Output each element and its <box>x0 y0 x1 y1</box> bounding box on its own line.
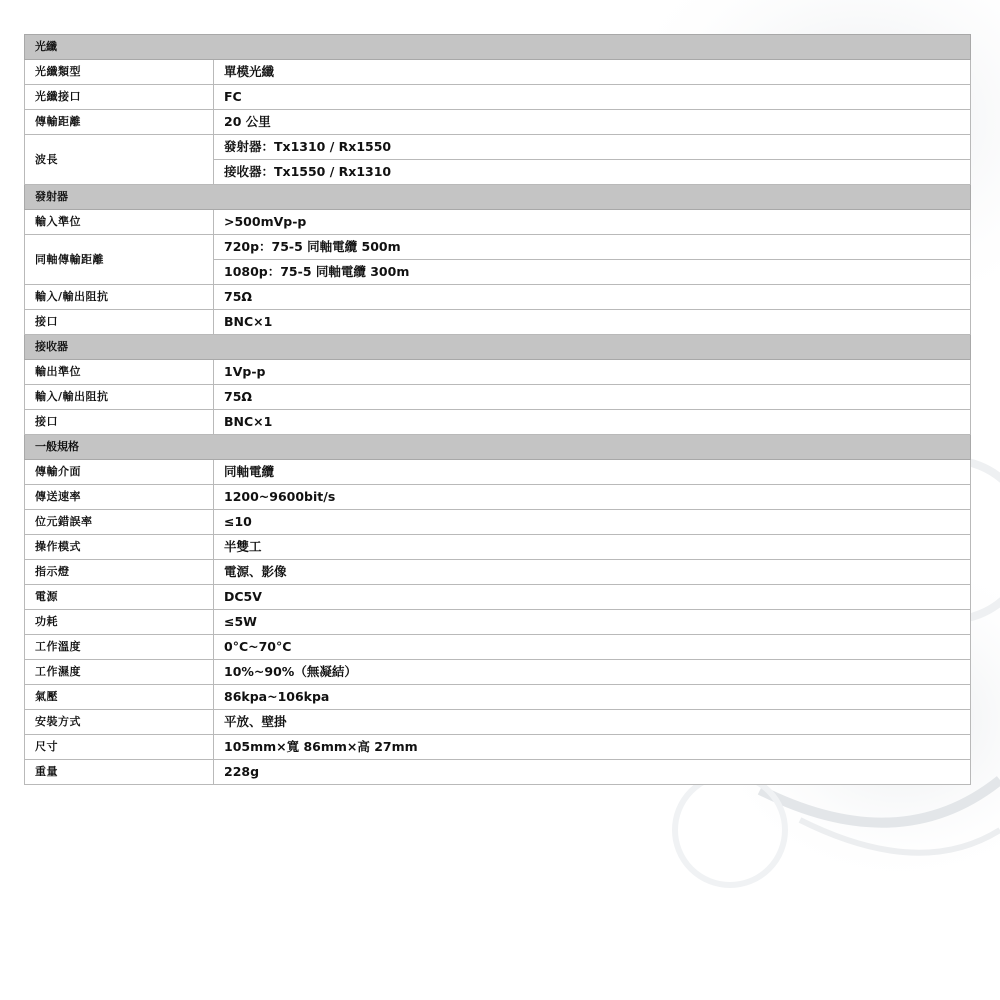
spec-label: 傳送速率 <box>25 485 214 510</box>
section-header-row <box>25 185 971 210</box>
spec-label: 接口 <box>25 410 214 435</box>
spec-value: 1Vp-p <box>214 360 971 385</box>
spec-label: 光纖類型 <box>25 60 214 85</box>
spec-label: 位元錯誤率 <box>25 510 214 535</box>
spec-row <box>25 85 971 110</box>
spec-label: 輸入準位 <box>25 210 214 235</box>
spec-label: 輸出準位 <box>25 360 214 385</box>
spec-value: 105mm×寬 86mm×高 27mm <box>214 735 971 760</box>
spec-value: 平放、壁掛 <box>214 710 971 735</box>
spec-label: 尺寸 <box>25 735 214 760</box>
spec-row <box>25 60 971 85</box>
spec-label: 工作濕度 <box>25 660 214 685</box>
section-title: 接收器 <box>25 335 971 360</box>
section-title: 發射器 <box>25 185 971 210</box>
spec-row <box>25 685 971 710</box>
spec-row <box>25 735 971 760</box>
spec-row <box>25 360 971 385</box>
spec-label: 光纖接口 <box>25 85 214 110</box>
spec-row <box>25 410 971 435</box>
spec-value: 電源、影像 <box>214 560 971 585</box>
spec-value: 接收器：Tx1550 / Rx1310 <box>214 160 971 185</box>
spec-row <box>25 710 971 735</box>
spec-row <box>25 285 971 310</box>
spec-row <box>25 535 971 560</box>
section-header-row <box>25 335 971 360</box>
spec-value: 單模光纖 <box>214 60 971 85</box>
spec-row <box>25 635 971 660</box>
spec-label: 輸入/輸出阻抗 <box>25 285 214 310</box>
spec-row <box>25 460 971 485</box>
spec-value: 0°C~70°C <box>214 635 971 660</box>
section-title: 一般規格 <box>25 435 971 460</box>
spec-label: 同軸傳輸距離 <box>25 235 214 285</box>
spec-value: 20 公里 <box>214 110 971 135</box>
spec-label: 操作模式 <box>25 535 214 560</box>
spec-table-container <box>24 34 970 785</box>
spec-value: 同軸電纜 <box>214 460 971 485</box>
spec-value: 86kpa~106kpa <box>214 685 971 710</box>
spec-row <box>25 760 971 785</box>
spec-label: 接口 <box>25 310 214 335</box>
spec-label: 安裝方式 <box>25 710 214 735</box>
spec-label: 傳輸介面 <box>25 460 214 485</box>
spec-value: 75Ω <box>214 285 971 310</box>
spec-label: 傳輸距離 <box>25 110 214 135</box>
spec-label: 氣壓 <box>25 685 214 710</box>
spec-label: 波長 <box>25 135 214 185</box>
spec-row <box>25 110 971 135</box>
section-header-row <box>25 435 971 460</box>
spec-value: 720p：75-5 同軸電纜 500m <box>214 235 971 260</box>
spec-value: 1200~9600bit/s <box>214 485 971 510</box>
spec-row <box>25 485 971 510</box>
spec-value: 1080p：75-5 同軸電纜 300m <box>214 260 971 285</box>
spec-row <box>25 310 971 335</box>
spec-row <box>25 210 971 235</box>
spec-table <box>24 34 971 785</box>
spec-table-body <box>25 35 971 785</box>
spec-label: 輸入/輸出阻抗 <box>25 385 214 410</box>
spec-value: 發射器：Tx1310 / Rx1550 <box>214 135 971 160</box>
spec-value: ≤10 <box>214 510 971 535</box>
spec-value: 10%~90%（無凝結） <box>214 660 971 685</box>
spec-row <box>25 385 971 410</box>
spec-row <box>25 585 971 610</box>
spec-value: 75Ω <box>214 385 971 410</box>
spec-value: >500mVp-p <box>214 210 971 235</box>
spec-value: ≤5W <box>214 610 971 635</box>
spec-row <box>25 560 971 585</box>
spec-row <box>25 510 971 535</box>
spec-row <box>25 610 971 635</box>
spec-row <box>25 660 971 685</box>
spec-row <box>25 235 971 260</box>
spec-label: 電源 <box>25 585 214 610</box>
spec-value: BNC×1 <box>214 410 971 435</box>
spec-label: 重量 <box>25 760 214 785</box>
spec-label: 指示燈 <box>25 560 214 585</box>
spec-label: 工作溫度 <box>25 635 214 660</box>
spec-value: BNC×1 <box>214 310 971 335</box>
spec-value: FC <box>214 85 971 110</box>
spec-value: 228g <box>214 760 971 785</box>
spec-row <box>25 135 971 160</box>
spec-value: 半雙工 <box>214 535 971 560</box>
section-header-row <box>25 35 971 60</box>
section-title: 光纖 <box>25 35 971 60</box>
spec-value: DC5V <box>214 585 971 610</box>
spec-label: 功耗 <box>25 610 214 635</box>
